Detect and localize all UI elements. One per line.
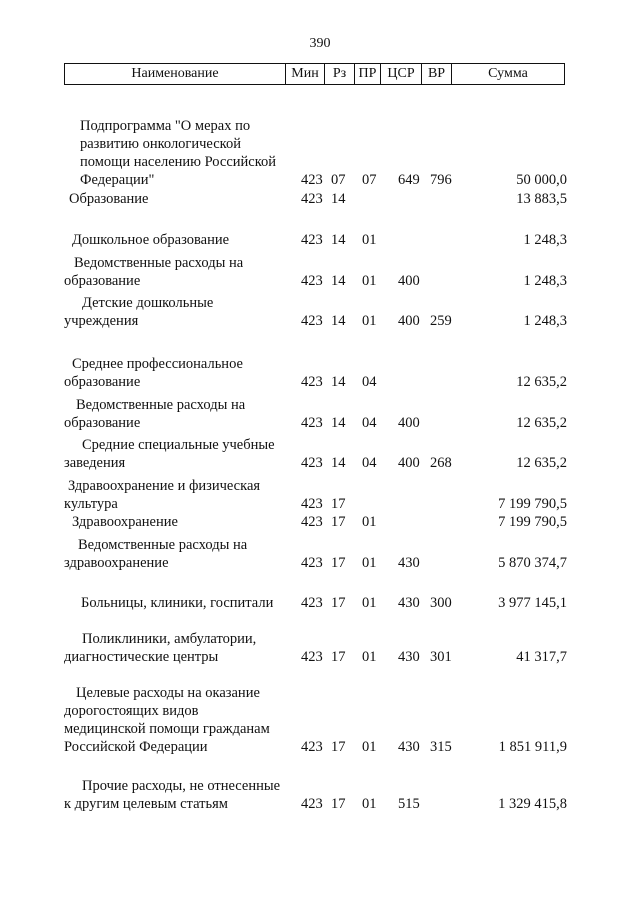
row-name [80, 117, 276, 189]
row-name [64, 630, 256, 666]
cell-pr: 04 [362, 374, 377, 390]
cell-pr: 01 [362, 313, 377, 329]
row-name-line: Дошкольное образование [72, 232, 230, 248]
row-name [64, 436, 275, 472]
cell-sum: 7 199 790,5 [498, 496, 567, 512]
cell-csr: 430 [398, 649, 420, 665]
cell-min: 423 [301, 496, 323, 512]
row-name [69, 190, 148, 208]
row-name [64, 477, 260, 513]
row-name-line: Прочие расходы, не отнесенные [82, 778, 281, 794]
row-name-line: медицинской помощи гражданам [64, 721, 270, 737]
cell-min: 423 [301, 313, 323, 329]
header-name: Наименование [131, 66, 219, 81]
row-name [81, 594, 273, 612]
header-vr: ВР [421, 64, 451, 84]
cell-min: 423 [301, 555, 323, 571]
cell-sum: 7 199 790,5 [498, 514, 567, 530]
row-name [64, 536, 247, 572]
cell-csr: 400 [398, 313, 420, 329]
row-name [72, 513, 178, 531]
row-name-line: Целевые расходы на оказание [76, 685, 260, 701]
cell-sum: 12 635,2 [516, 415, 567, 431]
cell-min: 423 [301, 415, 323, 431]
cell-min: 423 [301, 595, 323, 611]
row-name-line: Ведомственные расходы на [74, 255, 244, 271]
table-header [64, 63, 565, 85]
cell-rz: 14 [331, 232, 346, 248]
cell-rz: 14 [331, 191, 346, 207]
row-name-line: к другим целевым статьям [64, 796, 228, 812]
cell-rz: 17 [331, 555, 346, 571]
row-name-line: диагностические центры [64, 649, 219, 665]
cell-csr: 400 [398, 415, 420, 431]
row-name-line: Российской Федерации [64, 739, 208, 755]
row-name [72, 231, 229, 249]
row-name-line: дорогостоящих видов [64, 703, 199, 719]
row-name-line: заведения [64, 455, 126, 471]
row-name-line: Среднее профессиональное [72, 356, 243, 372]
cell-rz: 14 [331, 374, 346, 390]
cell-min: 423 [301, 172, 323, 188]
cell-sum: 5 870 374,7 [498, 555, 567, 571]
cell-sum: 1 248,3 [523, 313, 567, 329]
header-pr: ПР [354, 64, 380, 84]
cell-vr: 315 [430, 739, 452, 755]
row-name-line: учреждения [64, 313, 139, 329]
cell-rz: 17 [331, 739, 346, 755]
cell-sum: 12 635,2 [516, 374, 567, 390]
row-name-line: Образование [69, 191, 149, 207]
cell-csr: 430 [398, 739, 420, 755]
row-name-line: помощи населению Российской [80, 154, 277, 170]
cell-sum: 12 635,2 [516, 455, 567, 471]
row-name-line: культура [64, 496, 118, 512]
cell-pr: 01 [362, 514, 377, 530]
cell-vr: 300 [430, 595, 452, 611]
cell-vr: 796 [430, 172, 452, 188]
cell-rz: 17 [331, 649, 346, 665]
cell-rz: 14 [331, 313, 346, 329]
row-name-line: Подпрограмма "О мерах по [80, 118, 251, 134]
row-name-line: образование [64, 374, 141, 390]
cell-rz: 17 [331, 595, 346, 611]
cell-sum: 3 977 145,1 [498, 595, 567, 611]
header-sum: Сумма [451, 64, 564, 84]
row-name-line: Средние специальные учебные [82, 437, 275, 453]
row-name-line: образование [64, 273, 141, 289]
cell-min: 423 [301, 455, 323, 471]
cell-rz: 17 [331, 496, 346, 512]
cell-rz: 14 [331, 273, 346, 289]
row-name-line: Здравоохранение и физическая [68, 478, 261, 494]
header-rz: Рз [324, 64, 354, 84]
cell-sum: 1 248,3 [523, 273, 567, 289]
row-name-line: здравоохранение [64, 555, 169, 571]
cell-vr: 301 [430, 649, 452, 665]
header-min: Мин [285, 64, 324, 84]
row-name-line: Ведомственные расходы на [78, 537, 248, 553]
cell-csr: 400 [398, 455, 420, 471]
cell-pr: 01 [362, 595, 377, 611]
cell-min: 423 [301, 514, 323, 530]
cell-sum: 13 883,5 [516, 191, 567, 207]
row-name-line: развитию онкологической [80, 136, 241, 152]
row-name-line: Поликлиники, амбулатории, [82, 631, 257, 647]
cell-vr: 268 [430, 455, 452, 471]
row-name [64, 294, 213, 330]
cell-sum: 1 248,3 [523, 232, 567, 248]
cell-csr: 430 [398, 555, 420, 571]
cell-min: 423 [301, 374, 323, 390]
row-name [64, 355, 243, 391]
header-csr: ЦСР [380, 64, 421, 84]
row-name-line: образование [64, 415, 141, 431]
row-name-line: Детские дошкольные [82, 295, 214, 311]
cell-sum: 1 329 415,8 [498, 796, 567, 812]
cell-rz: 17 [331, 514, 346, 530]
cell-sum: 1 851 911,9 [498, 739, 567, 755]
row-name [64, 777, 280, 813]
row-name [64, 396, 245, 432]
cell-min: 423 [301, 232, 323, 248]
row-name-line: Федерации" [80, 172, 155, 188]
cell-rz: 14 [331, 455, 346, 471]
cell-csr: 430 [398, 595, 420, 611]
cell-min: 423 [301, 191, 323, 207]
row-name-line: Ведомственные расходы на [76, 397, 246, 413]
cell-rz: 14 [331, 415, 346, 431]
cell-csr: 649 [398, 172, 420, 188]
cell-min: 423 [301, 796, 323, 812]
cell-csr: 515 [398, 796, 420, 812]
cell-pr: 01 [362, 232, 377, 248]
cell-min: 423 [301, 739, 323, 755]
page-number: 390 [309, 36, 331, 51]
cell-min: 423 [301, 649, 323, 665]
row-name [64, 684, 270, 756]
cell-pr: 01 [362, 649, 377, 665]
cell-pr: 01 [362, 739, 377, 755]
cell-rz: 17 [331, 796, 346, 812]
cell-pr: 04 [362, 455, 377, 471]
cell-sum: 41 317,7 [516, 649, 567, 665]
cell-pr: 01 [362, 796, 377, 812]
cell-pr: 07 [362, 172, 377, 188]
row-name-line: Больницы, клиники, госпитали [81, 595, 274, 611]
cell-vr: 259 [430, 313, 452, 329]
row-name-line: Здравоохранение [72, 514, 178, 530]
cell-pr: 01 [362, 555, 377, 571]
cell-csr: 400 [398, 273, 420, 289]
row-name [64, 254, 243, 290]
cell-pr: 04 [362, 415, 377, 431]
cell-sum: 50 000,0 [516, 172, 567, 188]
cell-rz: 07 [331, 172, 346, 188]
cell-min: 423 [301, 273, 323, 289]
cell-pr: 01 [362, 273, 377, 289]
